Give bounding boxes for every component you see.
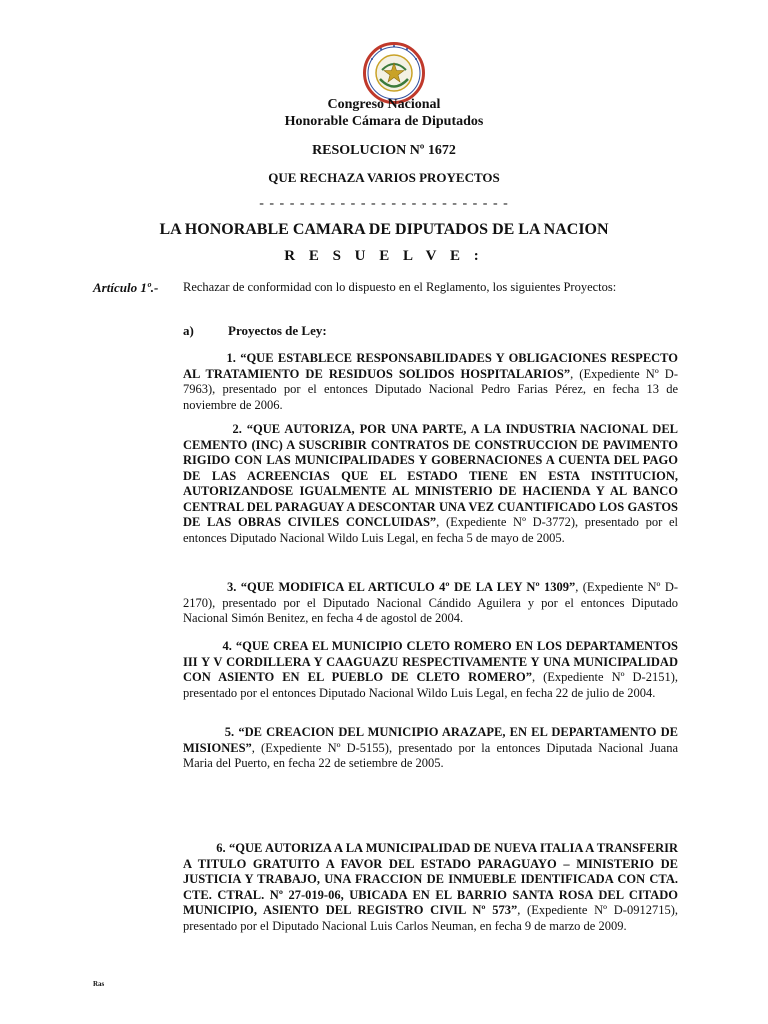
institution-name: Congreso Nacional [327,97,441,112]
item-number: 3. [226,580,237,594]
separator-line: - - - - - - - - - - - - - - - - - - - - - - - - - [259,196,509,211]
item-title: “QUE AUTORIZA A LA MUNICIPALIDAD DE NUEVA ITALIA A TRANSFERIR A TITULO GRATUITO A FAVOR DEL ESTADO PARAGUAYO – MINISTERIO DE JUSTICIA Y TRABAJO, UNA FRACCION DE INMUEBLE IDENTIFICADA CON CTA. CTE. CTRAL. Nº 27-019-06, UBICADA EN EL BARRIO SANTA ROSA DEL CITADO MUNICIPIO, ASIENTO DEL REGISTRO CIVIL Nº 573” [183,841,678,917]
item-detail: , (Expediente Nº D-2170), presentado por el Diputado Nacional Cándido Aguilera y por el entonces Diputado Nacional Simón Benitez, en fecha 4 de agostol de 2004. [183,580,679,625]
section-letter: a) [183,323,194,338]
list-item [183,841,678,934]
list-item [183,639,678,701]
item-title: “QUE CREA EL MUNICIPIO CLETO ROMERO EN LOS DEPARTAMENTOS III Y V CORDILLERA Y CAAGUAZU RESPECTIVAMENTE Y UNA MUNICIPALIDAD CON ASIENTO EN EL PUEBLO DE CLETO ROMERO” [183,639,678,684]
item-detail: , (Expediente Nº D-0912715), presentado por el Diputado Nacional Luis Carlos Neuman, en fecha 9 de marzo de 2009. [183,903,678,933]
item-detail: , (Expediente Nº D-3772), presentado por el entonces Diputado Nacional Wildo Luis Legal, en fecha 5 de mayo de 2005. [183,515,678,545]
article-label: Artículo 1º.- [93,280,159,295]
item-number: 5. [224,725,235,739]
item-detail: , (Expediente Nº D-2151), presentado por el entonces Diputado Nacional Wildo Luis Legal, en fecha 22 de julio de 2004. [183,670,678,700]
item-number: 1. [226,351,236,365]
article-text: Rechazar de conformidad con lo dispuesto en el Reglamento, los siguientes Proyectos: [183,280,617,294]
item-detail: , (Expediente Nº D-7963), presentado por el entonces Diputado Nacional Pedro Farias Pérez, en fecha 13 de noviembre de 2006. [183,366,678,412]
item-title: “QUE MODIFICA EL ARTICULO 4º DE LA LEY Nº 1309” [240,580,576,594]
item-title: “DE CREACION DEL MUNICIPIO ARAZAPE, EN EL DEPARTAMENTO DE MISIONES” [183,725,679,755]
resolution-number: RESOLUCION Nº 1672 [312,143,456,158]
item-title: “QUE ESTABLECE RESPONSABILIDADES Y OBLIGACIONES RESPECTO AL TRATAMIENTO DE RESIDUOS SOLIDOS HOSPITALARIOS” [183,351,679,381]
list-item [183,725,678,772]
body-title: LA HONORABLE CAMARA DE DIPUTADOS DE LA NACION [159,221,609,238]
list-item [183,351,678,413]
item-title: “QUE AUTORIZA, POR UNA PARTE, A LA INDUSTRIA NACIONAL DEL CEMENTO (INC) A SUSCRIBIR CONTRATOS DE CONSTRUCCION DE PAVIMENTO RIGIDO CON LAS MUNICIPALIDADES Y GOBERNACIONES A CUENTA DEL PAGO DE LAS ACREENCIAS QUE EL ESTADO TIENE EN ESTA INSTITUCION, AUTORIZANDOSE IGUALMENTE AL MINISTERIO DE HACIENDA Y AL BANCO CENTRAL DEL PARAGUAY A DESCONTAR UNA VEZ CUANTIFICADO LOS GASTOS DE LAS OBRAS CIVILES CONCLUIDAS” [183,422,678,529]
chamber-name: Honorable Cámara de Diputados [284,114,484,129]
resolution-subject: QUE RECHAZA VARIOS PROYECTOS [268,170,500,185]
item-number: 6. [216,841,226,855]
list-item [183,580,678,627]
item-detail: , (Expediente Nº D-5155), presentado por la entonces Diputada Nacional Juana Maria del Puerto, en fecha 22 de setiembre de 2005. [183,740,678,770]
item-number: 2. [232,422,242,436]
footer-mark: Ras [93,980,105,988]
resuelve-heading: R E S U E L V E : [284,248,484,264]
section-title: Proyectos de Ley: [228,323,327,338]
item-number: 4. [222,639,232,653]
list-item [183,422,678,546]
national-seal-icon [363,42,425,104]
